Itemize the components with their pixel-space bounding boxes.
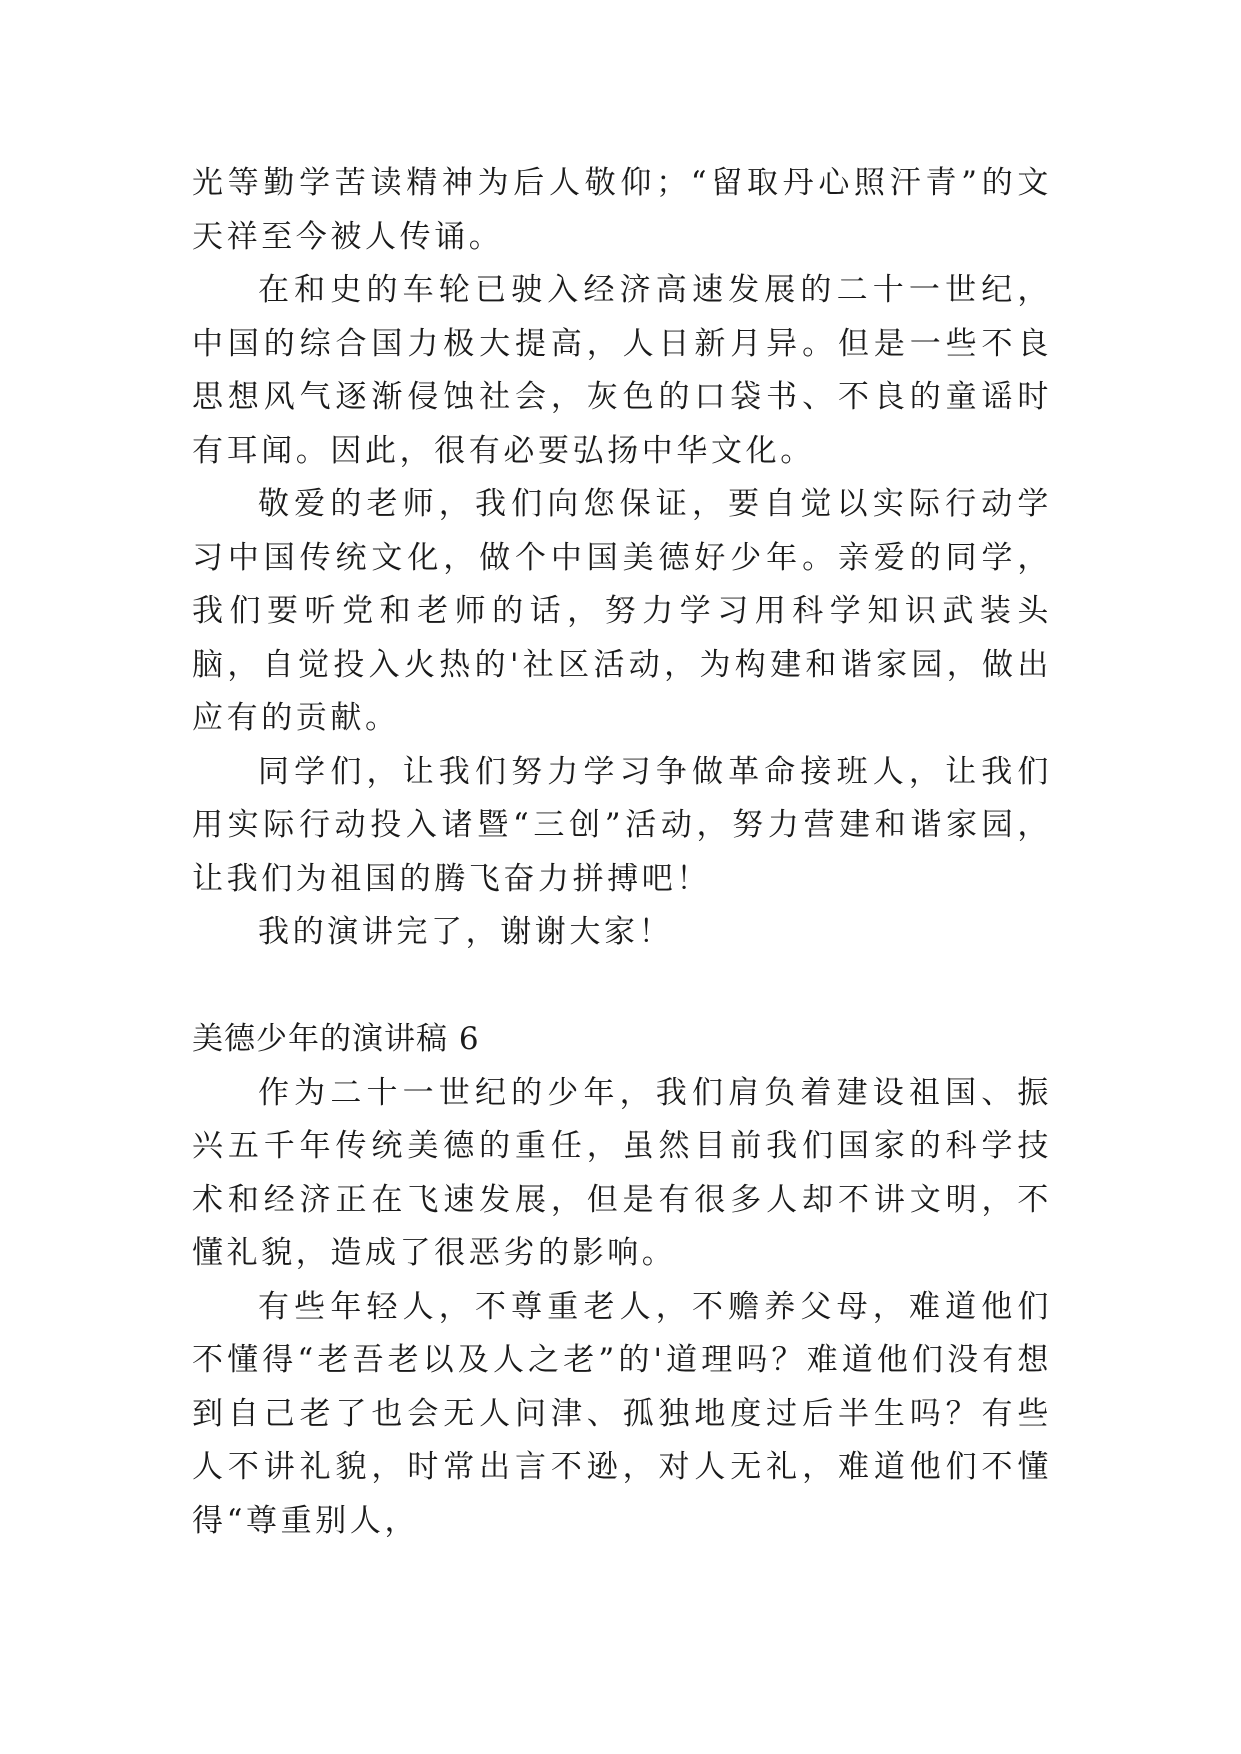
paragraph-continuation: 光等勤学苦读精神为后人敬仰；“留取丹心照汗青”的文天祥至今被人传诵。 <box>192 165 1052 255</box>
paragraph: 作为二十一世纪的少年，我们肩负着建设祖国、振兴五千年传统美德的重任，虽然目前我们国家的科学技术和经济正在飞速发展，但是有很多人却不讲文明，不懂礼貌，造成了很恶劣的影响。 <box>192 1074 1052 1271</box>
paragraph: 有些年轻人，不尊重老人，不赡养父母，难道他们不懂得“老吾老以及人之老”的'道理吗？难道他们没有想到自己老了也会无人问津、孤独地度过后半生吗？有些人不讲礼貌，时常出言不逊，对人无礼，难道他们不懂得“尊重别人， <box>192 1288 1052 1539</box>
document-body <box>192 157 1052 1548</box>
blank-line <box>192 960 1052 1014</box>
paragraph: 同学们，让我们努力学习争做革命接班人，让我们用实际行动投入诸暨“三创”活动，努力营建和谐家园，让我们为祖国的腾飞奋力拼搏吧！ <box>192 753 1052 897</box>
paragraph: 敬爱的老师，我们向您保证，要自觉以实际行动学习中国传统文化，做个中国美德好少年。亲爱的同学，我们要听党和老师的话，努力学习用科学知识武装头脑，自觉投入火热的'社区活动，为构建和谐家园，做出应有的贡献。 <box>192 486 1052 736</box>
paragraph: 在和史的车轮已驶入经济高速发展的二十一世纪，中国的综合国力极大提高，人日新月异。但是一些不良思想风气逐渐侵蚀社会，灰色的口袋书、不良的童谣时有耳闻。因此，很有必要弘扬中华文化。 <box>192 272 1052 469</box>
paragraph: 我的演讲完了，谢谢大家！ <box>258 914 674 950</box>
section-heading: 美德少年的演讲稿 6 <box>192 1021 480 1057</box>
